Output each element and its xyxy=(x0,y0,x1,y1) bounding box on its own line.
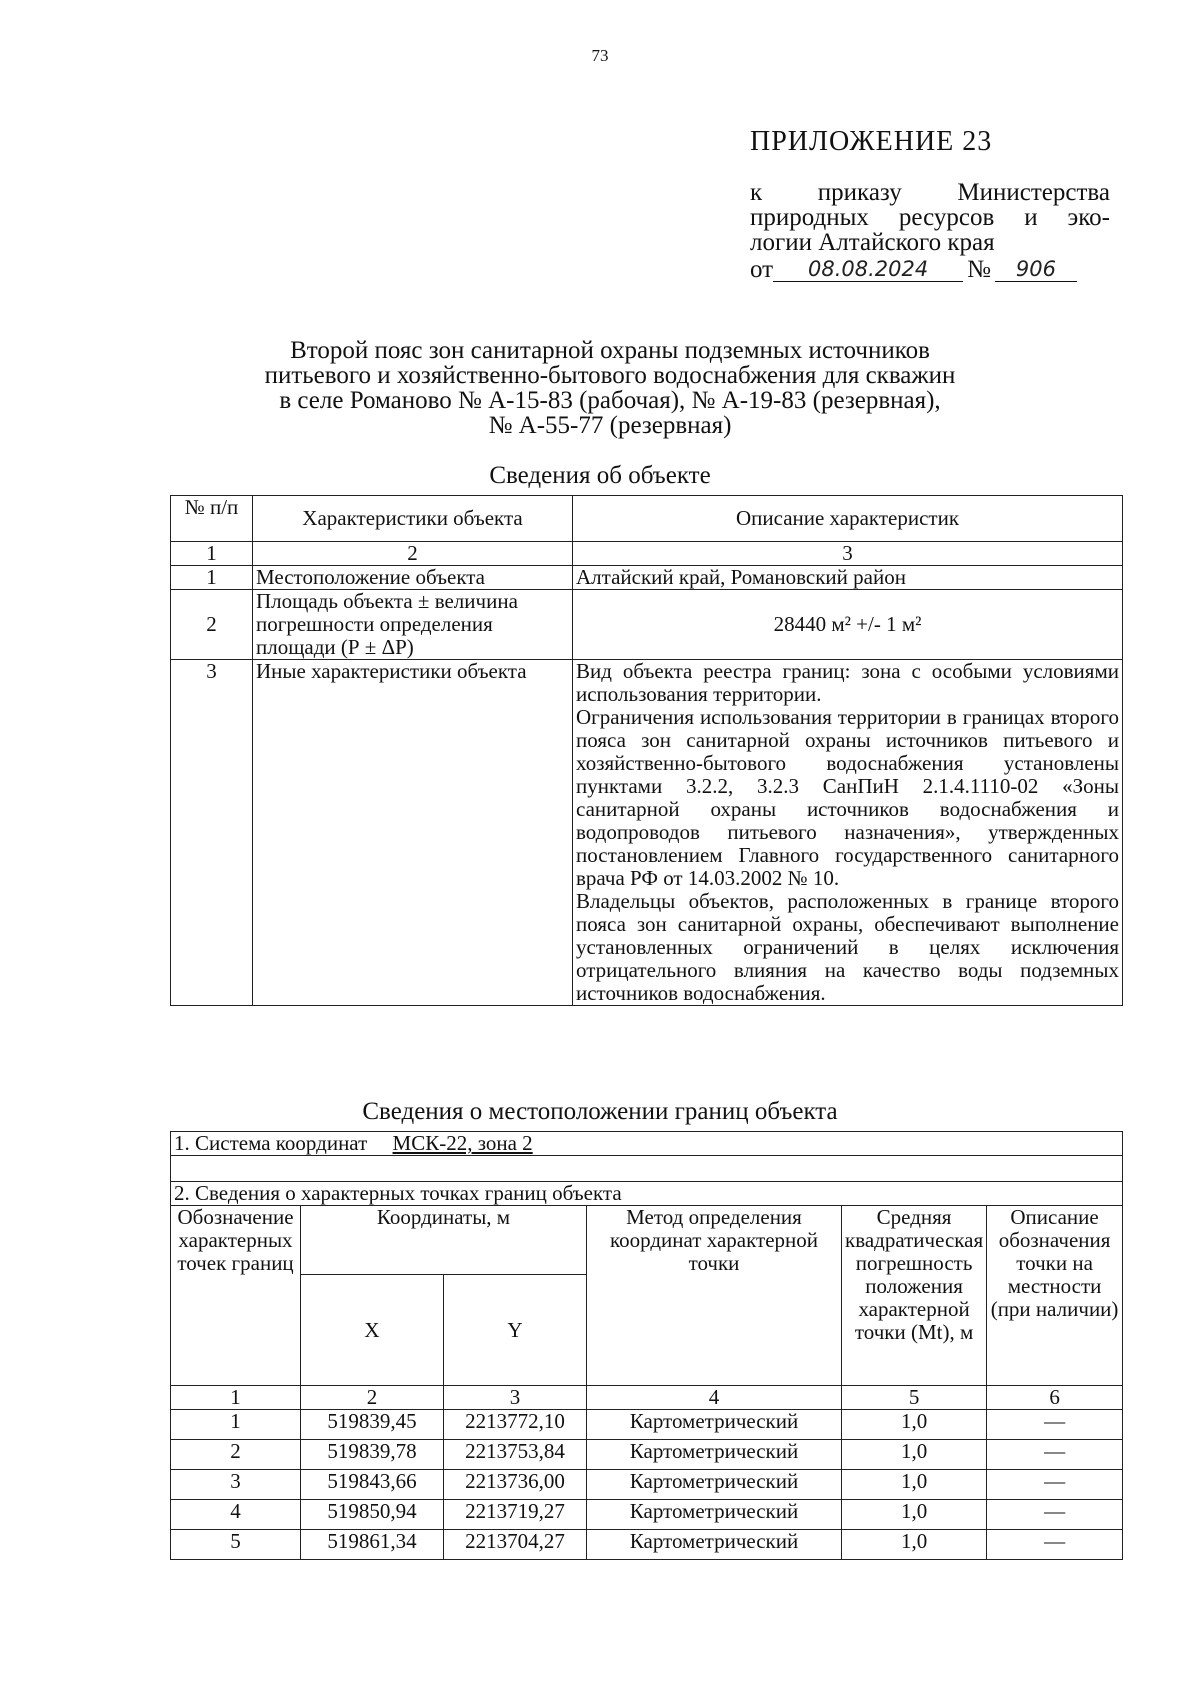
column-number: 1 xyxy=(171,542,253,566)
point-x: 519839,78 xyxy=(301,1440,444,1470)
row-description: Алтайский край, Романовский район xyxy=(573,566,1123,590)
point-id: 2 xyxy=(171,1440,301,1470)
ref-word: Министерства xyxy=(957,179,1110,206)
point-x: 519861,34 xyxy=(301,1530,444,1560)
ref-word: приказу xyxy=(817,179,902,206)
description-paragraph: Ограничения использования территории в границах второго пояса зон санитарной охраны источников питьевого и хозяйственно-бытового водоснабжения установлены пунктами 3.2.2, 3.2.3 СанПиН 2.1.4.1110-02 «Зоны санитарной охраны источников водоснабжения и водопроводов питьевого назначения», утвержденных постановлением Главного государственного санитарного врача РФ от 14.03.2002 № 10. xyxy=(576,705,1119,890)
date-prefix: от xyxy=(750,256,774,283)
point-description: — xyxy=(987,1410,1123,1440)
header-x: X xyxy=(301,1275,444,1386)
row-characteristic: Площадь объекта ± величина погрешности определения площади (Р ± ΔР) xyxy=(253,590,573,660)
point-description: — xyxy=(987,1500,1123,1530)
point-method: Картометрический xyxy=(587,1470,842,1500)
column-number: 2 xyxy=(301,1386,444,1410)
table-row xyxy=(171,1470,1123,1500)
header-num: № п/п xyxy=(171,496,253,542)
header-designation: Обозначение характерных точек границ xyxy=(171,1206,301,1386)
ref-word: к xyxy=(750,179,763,206)
header-y: Y xyxy=(444,1275,587,1386)
table-row xyxy=(171,1500,1123,1530)
row-number: 2 xyxy=(171,590,253,660)
header-characteristic: Характеристики объекта xyxy=(253,496,573,542)
column-number: 5 xyxy=(842,1386,987,1410)
point-mt: 1,0 xyxy=(842,1410,987,1440)
point-mt: 1,0 xyxy=(842,1470,987,1500)
coordinates-table xyxy=(170,1131,1123,1560)
object-section-title: Сведения об объекте xyxy=(489,462,711,489)
table-row xyxy=(171,1530,1123,1560)
point-method: Картометрический xyxy=(587,1530,842,1560)
ref-word: природных xyxy=(750,204,869,231)
ref-line: логии Алтайского края xyxy=(750,229,995,256)
object-info-table xyxy=(170,495,1123,1006)
table-row xyxy=(171,1440,1123,1470)
point-mt: 1,0 xyxy=(842,1500,987,1530)
appendix-title: ПРИЛОЖЕНИЕ 23 xyxy=(750,126,993,157)
empty-row xyxy=(171,1156,1123,1182)
table-row xyxy=(171,1410,1123,1440)
point-y: 2213719,27 xyxy=(444,1500,587,1530)
table-row xyxy=(171,660,1123,1006)
header-error: Средняя квадратическая погрешность положения характерной точки (Mt), м xyxy=(842,1206,987,1386)
point-description: — xyxy=(987,1470,1123,1500)
header-description: Описание характеристик xyxy=(573,496,1123,542)
header-coordinates: Координаты, м xyxy=(301,1206,587,1275)
column-number: 6 xyxy=(987,1386,1123,1410)
point-mt: 1,0 xyxy=(842,1530,987,1560)
points-label: 2. Сведения о характерных точках границ объекта xyxy=(171,1182,1123,1206)
row-characteristic: Иные характеристики объекта xyxy=(253,660,573,1006)
row-description xyxy=(573,660,1123,1006)
point-mt: 1,0 xyxy=(842,1440,987,1470)
point-x: 519839,45 xyxy=(301,1410,444,1440)
header-method: Метод определения координат характерной точки xyxy=(587,1206,842,1386)
title-line: питьевого и хозяйственно-бытового водоснабжения для скважин xyxy=(264,362,956,389)
number-prefix: № xyxy=(967,256,991,283)
point-x: 519843,66 xyxy=(301,1470,444,1500)
table-row xyxy=(171,590,1123,660)
title-line: в селе Романово № А-15-83 (рабочая), № А-19-83 (резервная), xyxy=(279,387,941,414)
point-y: 2213704,27 xyxy=(444,1530,587,1560)
point-description: — xyxy=(987,1440,1123,1470)
point-description: — xyxy=(987,1530,1123,1560)
point-id: 5 xyxy=(171,1530,301,1560)
point-y: 2213753,84 xyxy=(444,1440,587,1470)
point-method: Картометрический xyxy=(587,1440,842,1470)
coordinate-system-label: 1. Система координат xyxy=(174,1131,368,1155)
ref-word: эко- xyxy=(1067,204,1110,231)
point-method: Картометрический xyxy=(587,1500,842,1530)
document-title xyxy=(170,338,1050,438)
point-id: 4 xyxy=(171,1500,301,1530)
column-number: 3 xyxy=(573,542,1123,566)
title-line: № А-55-77 (резервная) xyxy=(488,412,732,439)
row-characteristic: Местоположение объекта xyxy=(253,566,573,590)
row-description: 28440 м² +/- 1 м² xyxy=(573,590,1123,660)
appendix-block xyxy=(750,126,1110,282)
table-row xyxy=(171,566,1123,590)
point-method: Картометрический xyxy=(587,1410,842,1440)
point-y: 2213736,00 xyxy=(444,1470,587,1500)
date-number-line xyxy=(750,255,1110,282)
point-y: 2213772,10 xyxy=(444,1410,587,1440)
handwritten-number: 906 xyxy=(995,255,1077,282)
coordinate-system-value: МСК-22, зона 2 xyxy=(392,1131,533,1155)
point-id: 3 xyxy=(171,1470,301,1500)
appendix-reference xyxy=(750,180,1110,282)
description-paragraph: Владельцы объектов, расположенных в границе второго пояса зон санитарной охраны, обеспечивают выполнение установленных ограничений в целях исключения отрицательного влияния на качество воды подземных источников водоснабжения. xyxy=(576,889,1119,1005)
column-number: 4 xyxy=(587,1386,842,1410)
handwritten-date: 08.08.2024 xyxy=(773,255,963,282)
point-id: 1 xyxy=(171,1410,301,1440)
page-number: 73 xyxy=(591,46,609,65)
ref-word: и xyxy=(1024,204,1038,231)
column-number: 3 xyxy=(444,1386,587,1410)
row-number: 3 xyxy=(171,660,253,1006)
ref-word: ресурсов xyxy=(898,204,995,231)
coordinate-system-row xyxy=(171,1132,1123,1156)
point-x: 519850,94 xyxy=(301,1500,444,1530)
header-point-description: Описание обозначения точки на местности (при наличии) xyxy=(987,1206,1123,1386)
column-number: 2 xyxy=(253,542,573,566)
description-paragraph: Вид объекта реестра границ: зона с особыми условиями использования территории. xyxy=(576,659,1119,706)
row-number: 1 xyxy=(171,566,253,590)
column-number: 1 xyxy=(171,1386,301,1410)
title-line: Второй пояс зон санитарной охраны подземных источников xyxy=(290,337,930,364)
location-section-title: Сведения о местоположении границ объекта xyxy=(362,1098,838,1125)
